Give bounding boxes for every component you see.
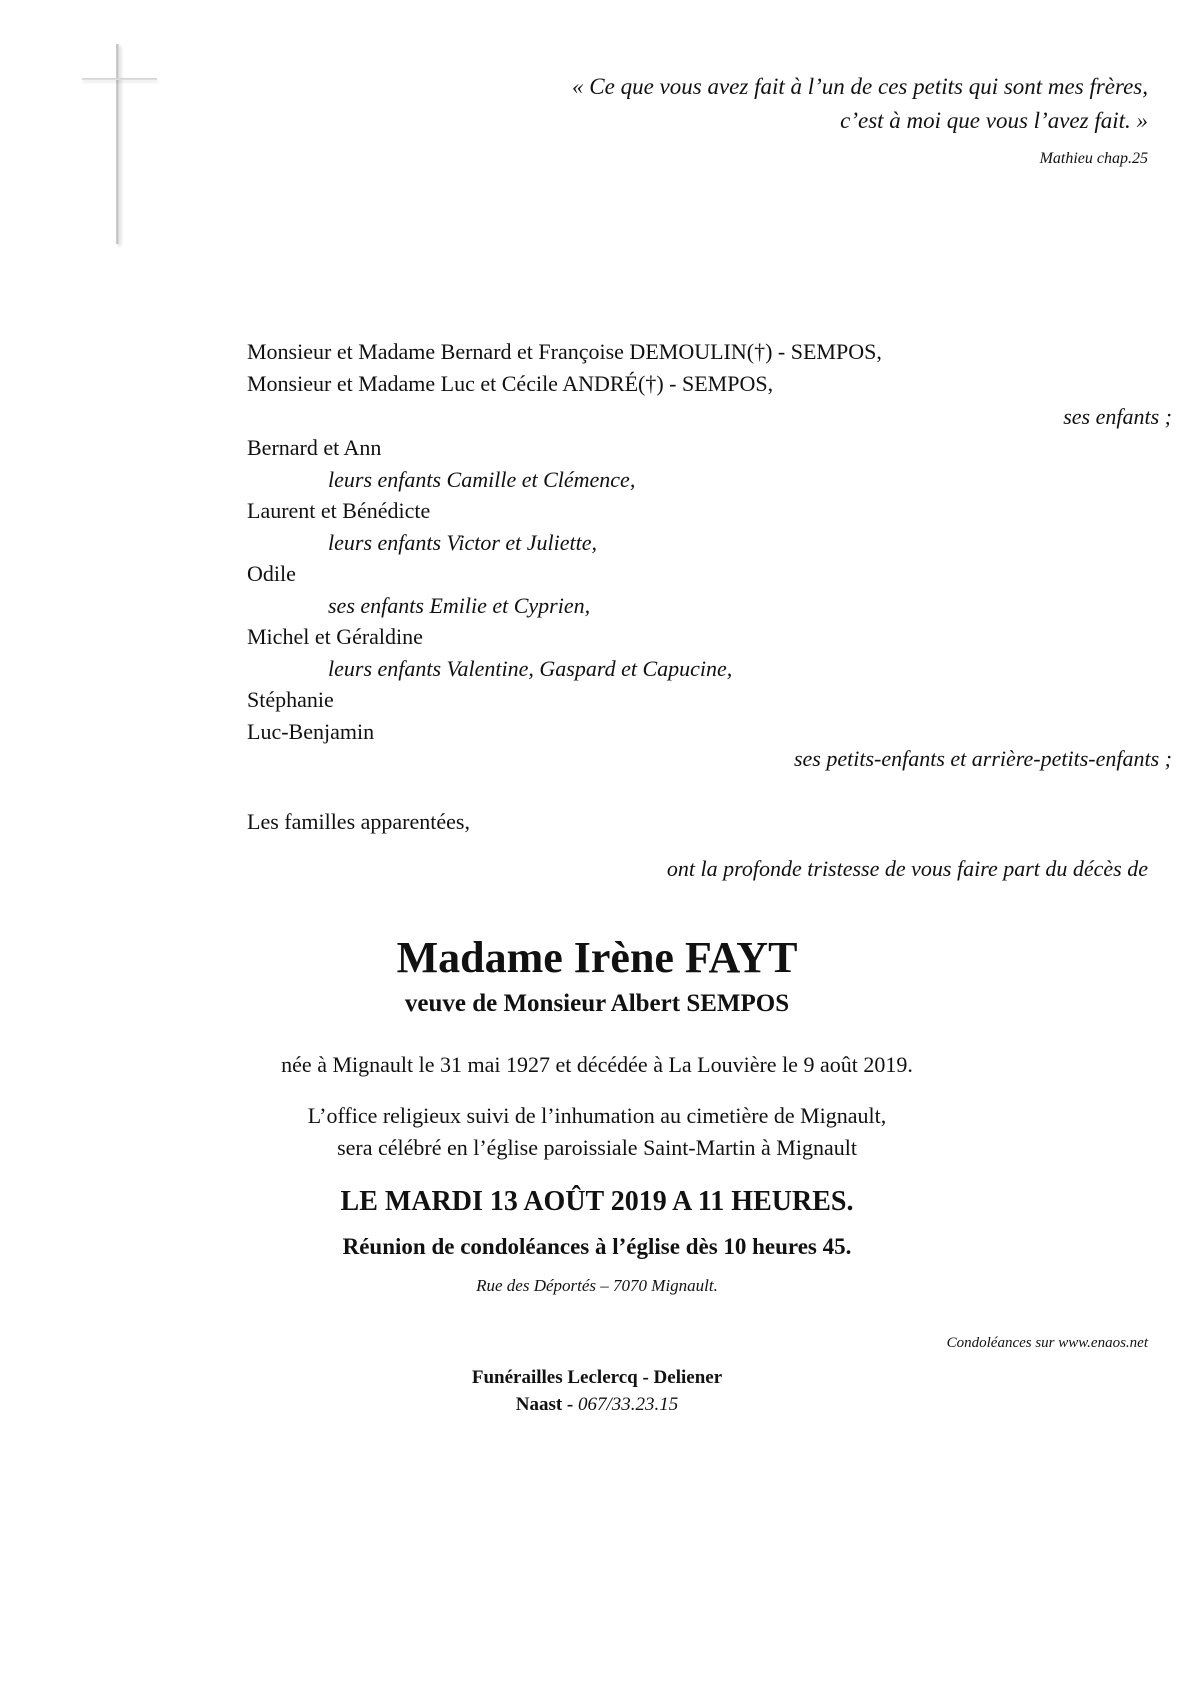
parents-list — [247, 336, 882, 400]
family-name: Odile — [247, 561, 296, 586]
parent-line: Monsieur et Madame Luc et Cécile ANDRÉ(†) - SEMPOS, — [247, 371, 774, 396]
office-text — [0, 1100, 1194, 1164]
family-children: ses enfants Emilie et Cyprien, — [328, 592, 591, 618]
family-name: Stéphanie — [247, 687, 334, 712]
birth-death-line: née à Mignault le 31 mai 1927 et décédée à La Louvière le 9 août 2019. — [281, 1052, 913, 1077]
parent-line: Monsieur et Madame Bernard et Françoise DEMOULIN(†) - SEMPOS, — [247, 339, 882, 364]
family-name: Laurent et Bénédicte — [247, 498, 431, 523]
family-children: leurs enfants Valentine, Gaspard et Capucine, — [328, 655, 733, 681]
family-children: leurs enfants Victor et Juliette, — [328, 529, 598, 555]
grandchildren-list — [247, 432, 1047, 747]
deceased-name: Madame Irène FAYT — [396, 933, 798, 982]
condolence-meeting: Réunion de condoléances à l’église dès 10 heures 45. — [342, 1234, 852, 1259]
office-line-2: sera célébré en l’église paroissiale Saint-Martin à Mignault — [337, 1135, 857, 1160]
quote-reference: Mathieu chap.25 — [1039, 150, 1148, 167]
family-children: leurs enfants Camille et Clémence, — [328, 466, 636, 492]
deceased-spouse: veuve de Monsieur Albert SEMPOS — [404, 990, 790, 1017]
condolences-website: Condoléances sur www.enaos.net — [946, 1335, 1148, 1351]
quote-line-2: c’est à moi que vous l’avez fait. » — [840, 108, 1148, 133]
funeral-home-name: Funérailles Leclercq - Deliener — [471, 1367, 723, 1388]
familles-apparentees: Les familles apparentées, — [247, 809, 470, 834]
funeral-home-city: Naast - — [515, 1394, 574, 1415]
funeral-home-contact — [0, 1391, 1194, 1418]
announcement-line: ont la profonde tristesse de vous faire part du décès de — [666, 856, 1148, 881]
bible-quote — [572, 70, 1148, 138]
petits-enfants-note: ses petits-enfants et arrière-petits-enfants ; — [793, 746, 1172, 771]
family-name: Luc-Benjamin — [247, 718, 375, 744]
funeral-home-phone: 067/33.23.15 — [578, 1394, 679, 1415]
church-address: Rue des Déportés – 7070 Mignault. — [476, 1276, 718, 1295]
service-date: LE MARDI 13 AOÛT 2019 A 11 HEURES. — [340, 1186, 854, 1217]
funeral-home — [0, 1364, 1194, 1418]
cross-icon — [116, 44, 119, 244]
family-name: Michel et Géraldine — [247, 624, 423, 649]
cross-icon-bar — [82, 78, 157, 80]
family-name: Bernard et Ann — [247, 435, 382, 460]
enfants-note: ses enfants ; — [1063, 404, 1172, 429]
quote-line-1: « Ce que vous avez fait à l’un de ces petits qui sont mes frères, — [572, 74, 1148, 99]
office-line-1: L’office religieux suivi de l’inhumation au cimetière de Mignault, — [307, 1103, 887, 1128]
